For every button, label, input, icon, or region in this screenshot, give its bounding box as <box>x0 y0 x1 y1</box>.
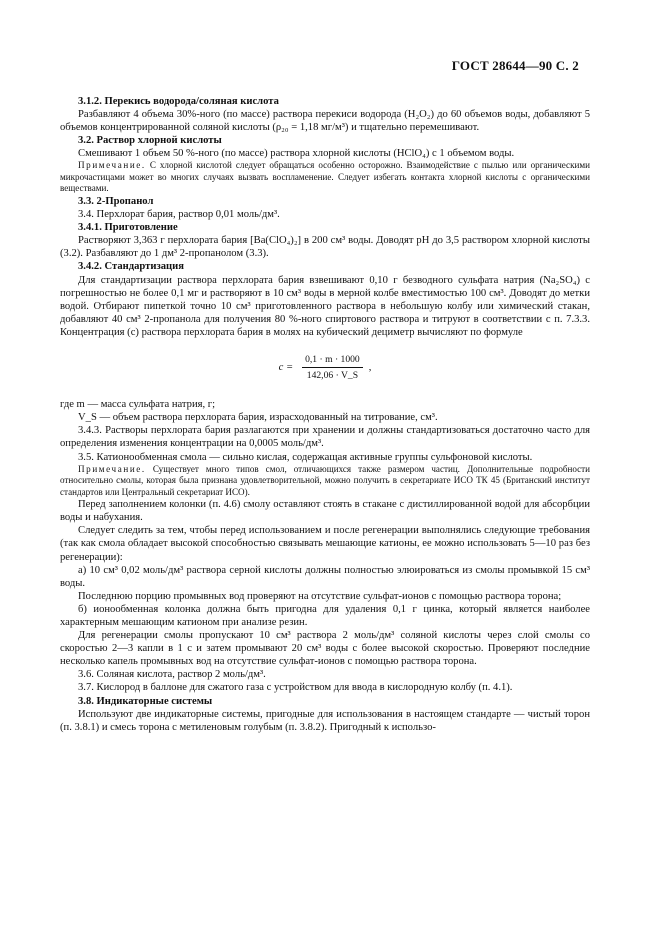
paragraph: Используют две индикаторные системы, пригодные для использования в настоящем стандарте — чистый торон (п. 3.8.1) и смесь торона с метиленовым голубым (п. 3.8.2). Пригодный к использо- <box>60 708 590 733</box>
paragraph: Последнюю порцию промывных вод проверяют на отсутствие сульфат-ионов с помощью раствора торона; <box>78 590 562 602</box>
paragraph: 3.6. Соляная кислота, раствор 2 моль/дм³. <box>78 669 266 681</box>
paragraph: Для регенерации смолы пропускают 10 см³ раствора 2 моль/дм³ соляной кислоты через слой смолы со скоростью 2—3 капли в 1 с и затем промывают 20 см³ воды с более высокой скоростью. Проверяют последние несколько капель промывных вод на отсутствие сульфат-ионов с помощью раствора торона. <box>60 630 590 668</box>
document-body <box>60 95 590 734</box>
note-text: С хлорной кислотой следует обращаться особенно осторожно. Взаимодействие с пылью или органическими микрочастицами может во многих случаях вызвать воспламенение. Следует избегать контакта хлорной кислоты с органическими веществами. <box>60 160 590 194</box>
page-header: ГОСТ 28644—90 С. 2 <box>451 58 579 73</box>
paragraph: Разбавляют 4 объема 30%-ного (по массе) раствора перекиси водорода (H₂O₂) до 60 объемов воды, добавляют 5 объемов концентрированной соляной кислоты (ρ₂₀ = 1,18 мг/м³) и тщательно перемешивают. <box>60 109 590 134</box>
list-item: б) ионообменная колонка должна быть пригодна для удаления 0,1 г цинка, который является наиболее характерным мешающим катионом при анализе резин. <box>60 603 590 628</box>
paragraph: Следует следить за тем, чтобы перед использованием и после регенерации выполнялись следующие требования (так как смола обладает высокой способностью связывать мешающие катионы, ее можно использовать 5—10 раз без регенерации): <box>60 525 590 563</box>
formula-lhs: c = <box>278 362 294 374</box>
section-heading: 3.8. Индикаторные системы <box>78 695 213 707</box>
formula-denominator: 142,06 · V_S <box>306 370 359 382</box>
section-heading: 3.3. 2-Пропанол <box>78 195 154 207</box>
note <box>60 160 590 195</box>
formula-fraction <box>302 353 363 382</box>
note-text: Существует много типов смол, отличающихся также размером частиц. Дополнительные подробности относительно смолы, которая была признана удовлетворительной, можно получить в секретариате ИСО ТК 45 (Британский институт стандартов или Центральный секретариат ИСО). <box>60 463 591 497</box>
formula-numerator: 0,1 · m · 1000 <box>302 353 363 368</box>
paragraph: Растворяют 3,363 г перхлората бария [Ba(ClO₄)₂] в 200 см³ воды. Доводят pH до 3,5 раствором хлорной кислоты (3.2). Разбавляют до 1 дм³ 2-пропанолом (3.3). <box>60 235 590 260</box>
section-heading: 3.4.1. Приготовление <box>78 222 178 234</box>
note-label: Примечание. <box>78 160 146 171</box>
note-label: Примечание. <box>78 463 146 474</box>
paragraph: 3.7. Кислород в баллоне для сжатого газа с устройством для ввода в кислородную колбу (п. 4.1). <box>78 682 513 694</box>
paragraph: 3.4. Перхлорат бария, раствор 0,01 моль/дм³. <box>78 209 280 221</box>
note <box>60 464 590 499</box>
paragraph: Для стандартизации раствора перхлората бария взвешивают 0,10 г безводного сульфата натрия (Na₂SO₄) с погрешностью не более 0,1 мг и растворяют в 10 см³ воды в мерной колбе вместимостью 100 см³. Доводят до метки водой. Отбирают пипеткой точно 10 см³ приготовленного раствора в небольшую колбу или химический стакан, добавляют 40 см³ 2-пропанола для получения 80 %-ного спиртового раствора и титруют в соответствии с п. 7.3.3. Концентрация (c) раствора перхлората бария в молях на кубический дециметр вычисляют по формуле <box>60 274 590 338</box>
section-heading: 3.2. Раствор хлорной кислоты <box>78 135 222 147</box>
paragraph: Смешивают 1 объем 50 %-ного (по массе) раствора хлорной кислоты (HClO₄) с 1 объемом воды. <box>78 148 515 160</box>
formula-legend-line: V_S — объем раствора перхлората бария, израсходованный на титрование, см³. <box>78 412 438 424</box>
list-item: а) 10 см³ 0,02 моль/дм³ раствора серной кислоты должны полностью элюироваться из смолы промывкой 15 см³ воды. <box>60 564 590 589</box>
paragraph: 3.5. Катионообменная смола — сильно кислая, содержащая активные группы сульфоновой кислоты. <box>78 451 533 463</box>
section-heading: 3.1.2. Перекись водорода/соляная кислота <box>78 96 279 107</box>
paragraph: 3.4.3. Растворы перхлората бария разлагаются при хранении и должны стандартизоваться достаточно часто для определения изменения концентрации на 0,0005 моль/дм³. <box>60 425 590 450</box>
formula-tail: , <box>368 362 372 374</box>
section-heading: 3.4.2. Стандартизация <box>78 261 184 273</box>
formula <box>60 353 590 382</box>
formula-legend-line: где m — масса сульфата натрия, г; <box>60 399 216 411</box>
paragraph: Перед заполнением колонки (п. 4.6) смолу оставляют стоять в стакане с дистиллированной водой для абсорбции воды и набухания. <box>60 499 590 524</box>
